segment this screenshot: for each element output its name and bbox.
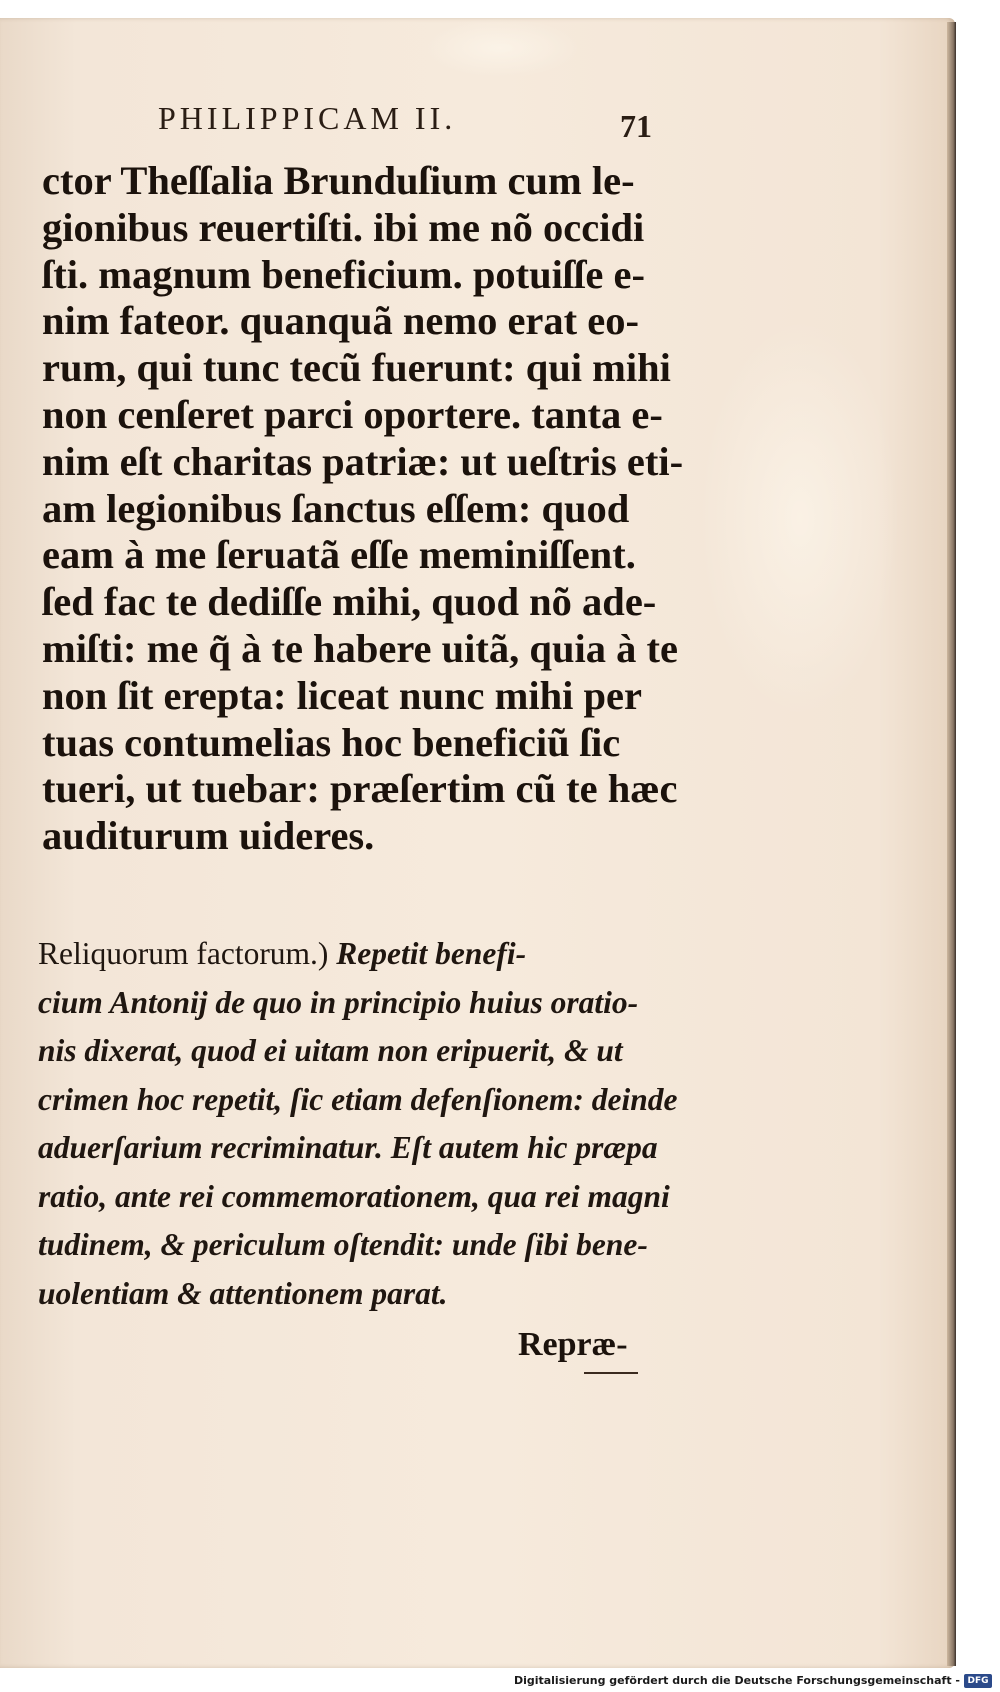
catchword-rule bbox=[584, 1372, 638, 1374]
commentary bbox=[38, 930, 698, 1318]
commentary-line: nis dixerat, quod ei uitam non eripuerit, & ut bbox=[38, 1033, 623, 1068]
text-line: ſti. magnum beneficium. potuiſſe e- bbox=[42, 251, 645, 297]
commentary-line bbox=[38, 930, 698, 979]
commentary-line: ratio, ante rei commemorationem, qua rei magni bbox=[38, 1178, 670, 1214]
page-number: 71 bbox=[620, 108, 652, 144]
text-line: auditurum uideres. bbox=[42, 813, 375, 859]
text-line: nim fateor. quanquã nemo erat eo- bbox=[42, 298, 639, 344]
text-line: tueri, ut tuebar: præſertim cũ te hæc bbox=[42, 766, 678, 812]
text-line: ctor Theſſalia Brunduſium cum le- bbox=[42, 158, 635, 203]
text-line: am legionibus ſanctus eſſem: quod bbox=[42, 485, 630, 531]
page-header bbox=[158, 100, 678, 150]
catchword: Repræ- bbox=[518, 1326, 628, 1363]
text-line: eam à me ſeruatã eſſe meminiſſent. bbox=[42, 532, 636, 578]
commentary-text: Repetit benefi- bbox=[328, 936, 527, 971]
text-line: ſed fac te dediſſe mihi, quod nõ ade- bbox=[42, 579, 657, 625]
commentary-line: uolentiam & attentionem parat. bbox=[38, 1275, 448, 1311]
commentary-lemma: Reliquorum factorum.) bbox=[38, 936, 329, 971]
commentary-line: tudinem, & periculum oſtendit: unde ſibi bene- bbox=[38, 1227, 648, 1262]
commentary-line: crimen hoc repetit, ſic etiam defenſionem: deinde bbox=[38, 1081, 678, 1117]
text-line: non cenſeret parci oportere. tanta e- bbox=[42, 391, 663, 437]
dfg-logo-icon: DFG bbox=[964, 1674, 992, 1688]
text-line: rum, qui tunc tecũ fuerunt: qui mihi bbox=[42, 345, 671, 391]
commentary-line: aduerſarium recriminatur. Eſt autem hic præpa bbox=[38, 1130, 658, 1165]
footer-credit: Digitalisierung gefördert durch die Deutsche Forschungsgemeinschaft - bbox=[513, 1674, 960, 1687]
main-text bbox=[42, 158, 702, 860]
page-stain bbox=[420, 18, 580, 78]
text-line: non ſit erepta: liceat nunc mihi per bbox=[42, 672, 642, 718]
text-line: nim eſt charitas patriæ: ut ueſtris eti- bbox=[42, 438, 684, 484]
page-edge bbox=[947, 22, 956, 1666]
text-line: miſti: me q̃ à te habere uitã, quia à te bbox=[42, 625, 678, 671]
page-stain bbox=[700, 318, 900, 718]
commentary-line: cium Antonij de quo in principio huius oratio- bbox=[38, 984, 639, 1020]
running-title: PHILIPPICAM II. bbox=[158, 100, 457, 136]
text-line: tuas contumelias hoc beneficiũ ſic bbox=[42, 719, 621, 765]
text-line: gionibus reuertiſti. ibi me nõ occidi bbox=[42, 204, 645, 250]
